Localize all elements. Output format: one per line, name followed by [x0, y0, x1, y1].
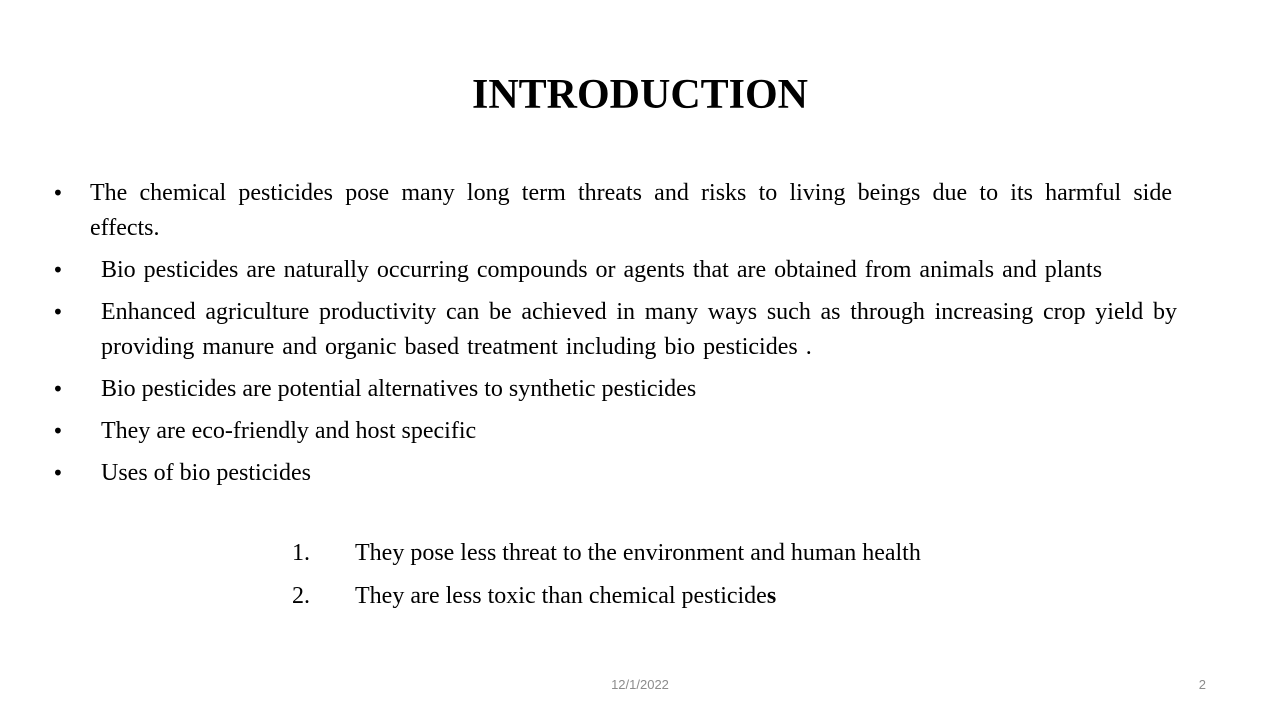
uses-text-2-bold-end: s [766, 583, 777, 609]
slide-title: INTRODUCTION [471, 72, 809, 118]
footer-page-number: 2 [1198, 677, 1206, 692]
uses-text-1: They pose less threat to the environment and human health [355, 540, 921, 566]
uses-text-2 [355, 579, 776, 614]
bullet-text-1: The chemical pesticides pose many long term threats and risks to living beings due to its harmful side effects. [90, 180, 1172, 241]
bullet-item-5 [52, 414, 1192, 449]
bullet-text-2: Bio pesticides are naturally occurring compounds or agents that are obtained from animals and plants [101, 257, 1103, 283]
uses-marker-2: 2. [292, 583, 310, 609]
bullet-icon: • [52, 300, 64, 324]
bullet-item-3 [52, 295, 1192, 365]
bullet-text-4: Bio pesticides are potential alternatives to synthetic pesticides [101, 376, 697, 402]
bullet-icon: • [52, 181, 64, 205]
bullet-item-2 [52, 253, 1192, 288]
bullet-list [52, 176, 1192, 498]
bullet-text-3: Enhanced agriculture productivity can be achieved in many ways such as through increasing crop yield by providing manure and organic based treatment including bio pesticides . [101, 299, 1177, 360]
bullet-icon: • [52, 258, 64, 282]
bullet-icon: • [52, 419, 64, 443]
bullet-icon: • [52, 377, 64, 401]
bullet-text-5: They are eco-friendly and host specific [101, 418, 477, 444]
bullet-item-1 [52, 176, 1172, 246]
bullet-item-6 [52, 456, 1192, 491]
bullet-item-4 [52, 372, 1192, 407]
uses-text-2-main: They are less toxic than chemical pesticide [355, 583, 767, 609]
bullet-icon: • [52, 461, 64, 485]
bullet-text-6: Uses of bio pesticides [101, 460, 311, 486]
uses-marker-1: 1. [292, 540, 310, 566]
footer-date: 12/1/2022 [611, 677, 669, 692]
